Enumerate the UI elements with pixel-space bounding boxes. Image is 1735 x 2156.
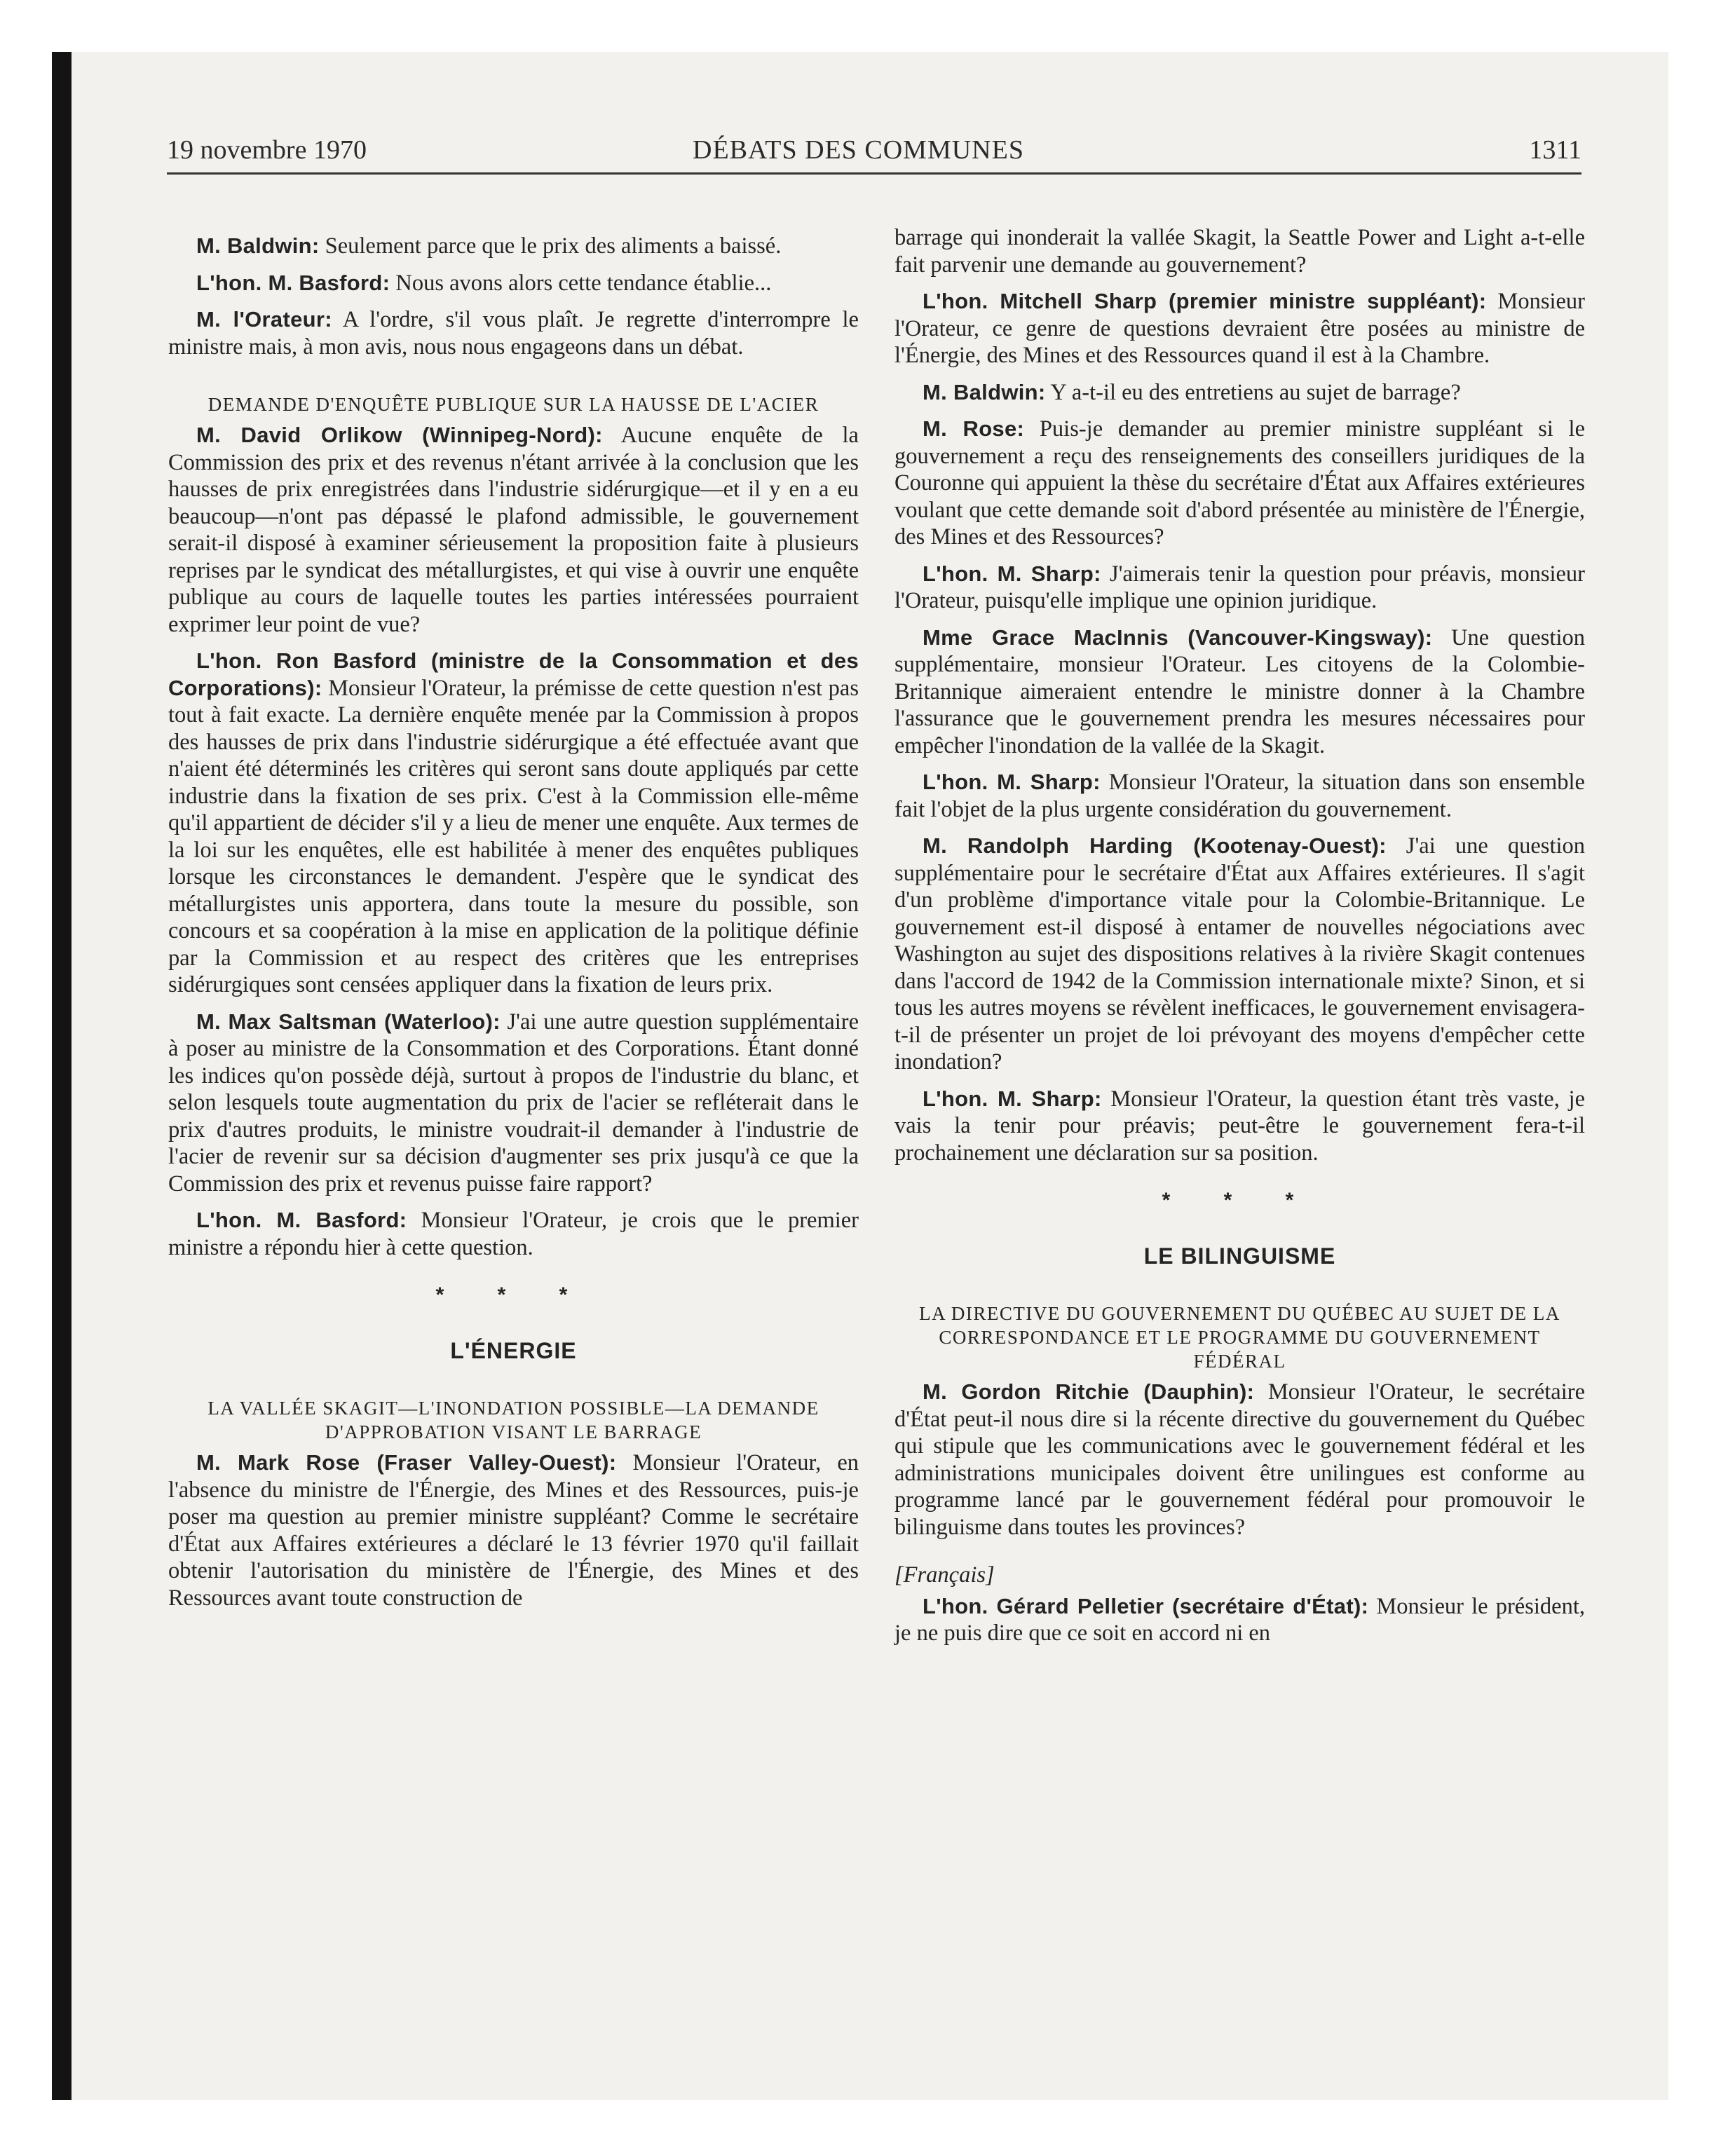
subheading: DEMANDE D'ENQUÊTE PUBLIQUE SUR LA HAUSSE DE L'ACIER bbox=[207, 394, 819, 415]
speech-paragraph bbox=[168, 1449, 859, 1611]
speaker-name: M. Baldwin: bbox=[923, 379, 1046, 404]
speech-paragraph bbox=[168, 1207, 859, 1261]
header-title: DÉBATS DES COMMUNES bbox=[693, 135, 1024, 165]
speaker-name: L'hon. M. Basford: bbox=[196, 270, 390, 295]
speech-paragraph bbox=[894, 416, 1585, 551]
speaker-name: M. Randolph Harding (Kootenay-Ouest): bbox=[923, 833, 1387, 858]
speaker-name: M. Max Saltsman (Waterloo): bbox=[196, 1009, 501, 1034]
subheading: LA DIRECTIVE DU GOUVERNEMENT DU QUÉBEC AU SUJET DE LA CORRESPONDANCE ET LE PROGRAMME DU GOUVERNEMENT FÉDÉRAL bbox=[919, 1303, 1560, 1372]
speech-text: J'ai une autre question supplémentaire à poser au ministre de la Consommation et des Corporations. Étant donné les indices qu'on possède déjà, surtout à propos de l'industrie du blanc, et selon lesquels toute augmentation du prix de l'acier se refléterait dans le prix d'autres produits, le ministre voudrait-il demander à l'industrie de l'acier de revenir sur sa décision d'augmenter ses prix jusqu'à ce que la Commission des prix et revenus puisse faire rapport? bbox=[168, 1009, 859, 1196]
speech-text: Nous avons alors cette tendance établie... bbox=[390, 270, 772, 296]
speech-text: Monsieur l'Orateur, ce genre de questions devraient être posées au ministre de l'Énergie, des Mines et des Ressources quand il est à la Chambre. bbox=[894, 289, 1585, 368]
scan-edge bbox=[52, 52, 72, 2100]
speech-text: Puis-je demander au premier ministre suppléant si le gouvernement a reçu des renseignements des conseillers juridiques de la Couronne qui appuient la thèse du secrétaire d'État aux Affaires extérieures voulant que cette demande soit d'abord présentée au ministère de l'Énergie, des Mines et des Ressources? bbox=[894, 416, 1586, 550]
speech-paragraph bbox=[894, 769, 1585, 823]
section-separator: * * * bbox=[435, 1283, 592, 1306]
speaker-name: M. Rose: bbox=[923, 416, 1025, 441]
speaker-name: M. Gordon Ritchie (Dauphin): bbox=[923, 1379, 1255, 1404]
speech-text: Une question supplémentaire, monsieur l'Orateur. Les citoyens de la Colombie-Britannique aimeraient entendre le ministre donner à la Chambre l'assurance que le gouvernement prendra les mesures nécessaires pour empêcher l'inondation de la vallée de la Skagit. bbox=[894, 625, 1585, 758]
speech-text: Y a-t-il eu des entretiens au sujet de barrage? bbox=[1045, 379, 1461, 405]
continued-paragraph: barrage qui inonderait la vallée Skagit, la Seattle Power and Light a-t-elle fait parvenir une demande au gouvernement? bbox=[894, 225, 1585, 278]
page-header bbox=[167, 135, 1581, 174]
speech-text: Seulement parce que le prix des aliments a baissé. bbox=[319, 233, 782, 259]
speech-paragraph bbox=[168, 422, 859, 638]
speech-text: Monsieur l'Orateur, la prémisse de cette question n'est pas tout à fait exacte. La dernière enquête menée par la Commission à propos des hausses de prix dans l'industrie sidérurgique a été effectuée avant que n'aient été déterminés les critères qui seront sans doute appliqués par cette industrie dans la fixation de ses prix. C'est à la Commission elle-même qu'il appartient de décider s'il y a lieu de mener une enquête. Aux termes de la loi sur les enquêtes, elle est habilitée à mener des enquêtes publiques lorsque les circonstances le demandent. J'espère que le syndicat des métallurgistes unis apportera, dans toute la mesure du possible, son concours et sa coopération à la mise en application de la politique définie par la Commission et au respect des critères que les entreprises sidérurgiques sont censées appliquer dans la fixation de leurs prix. bbox=[168, 675, 859, 997]
header-page-number: 1311 bbox=[1529, 135, 1581, 165]
speech-text: Monsieur l'Orateur, le secrétaire d'État peut-il nous dire si la récente directive du gouvernement du Québec qui stipule que les communications avec le gouvernement fédéral et les administrations municipales doivent être unilingues est conforme au programme lancé par le gouvernement fédéral pour promouvoir le bilinguisme dans toutes les provinces? bbox=[894, 1379, 1585, 1540]
subheading: LA VALLÉE SKAGIT—L'INONDATION POSSIBLE—LA DEMANDE D'APPROBATION VISANT LE BARRAGE bbox=[207, 1398, 819, 1442]
speech-text: J'ai une question supplémentaire pour le secrétaire d'État aux Affaires extérieures. Il s'agit d'un problème d'importance vitale pour la Colombie-Britannique. Le gouvernement est-il disposé à entamer de nouvelles négociations avec Washington au sujet des dispositions relatives à la rivière Skagit contenues dans l'accord de 1942 de la Commission internationale mixte? Sinon, et si tous les autres moyens se révèlent inefficaces, le gouvernement envisagera-t-il de présenter un projet de loi prévoyant des moyens d'empêcher cette inondation? bbox=[894, 833, 1585, 1074]
speech-paragraph bbox=[894, 1379, 1585, 1541]
speech-text: Monsieur l'Orateur, je crois que le premier ministre a répondu hier à cette question. bbox=[168, 1208, 859, 1260]
speaker-name: L'hon. Mitchell Sharp (premier ministre suppléant): bbox=[923, 289, 1487, 313]
speech-paragraph bbox=[894, 833, 1585, 1076]
speaker-name: L'hon. M. Basford: bbox=[196, 1208, 407, 1232]
speech-paragraph bbox=[894, 1086, 1585, 1167]
speech-paragraph bbox=[894, 379, 1585, 407]
speech-text: Monsieur le président, je ne puis dire que ce soit en accord ni en bbox=[894, 1593, 1585, 1646]
speech-paragraph bbox=[894, 288, 1585, 369]
section-heading: L'ÉNERGIE bbox=[450, 1337, 577, 1363]
speaker-name: L'hon. M. Sharp: bbox=[923, 1086, 1102, 1111]
speech-paragraph bbox=[168, 270, 859, 297]
speech-paragraph bbox=[168, 233, 859, 260]
speaker-name: M. l'Orateur: bbox=[196, 307, 332, 332]
speaker-name: L'hon. M. Sharp: bbox=[923, 770, 1101, 794]
speech-paragraph bbox=[168, 306, 859, 360]
left-column bbox=[168, 233, 859, 1621]
speech-text: J'aimerais tenir la question pour préavis, monsieur l'Orateur, puisqu'elle implique une opinion juridique. bbox=[894, 561, 1586, 613]
section-separator: * * * bbox=[1162, 1189, 1318, 1212]
section-heading: LE BILINGUISME bbox=[1143, 1243, 1336, 1269]
speech-paragraph bbox=[894, 561, 1585, 615]
speech-text: A l'ordre, s'il vous plaît. Je regrette d'interrompre le ministre mais, à mon avis, nous nous engageons dans un débat. bbox=[168, 307, 859, 360]
speech-text: Monsieur l'Orateur, en l'absence du ministre de l'Énergie, des Mines et des Ressources, puis-je poser ma question au premier ministre suppléant? Comme le secrétaire d'État aux Affaires extérieures a déclaré le 13 février 1970 qu'il faillait obtenir l'autorisation du ministère de l'Énergie, des Mines et des Ressources avant toute construction de bbox=[168, 1450, 859, 1611]
speech-paragraph bbox=[168, 1009, 859, 1198]
speaker-name: M. Mark Rose (Fraser Valley-Ouest): bbox=[196, 1450, 617, 1475]
speaker-name: L'hon. Gérard Pelletier (secrétaire d'État): bbox=[923, 1593, 1369, 1618]
speech-paragraph bbox=[168, 648, 859, 999]
header-rule bbox=[167, 172, 1581, 175]
right-column bbox=[894, 224, 1585, 1657]
speech-text: Monsieur l'Orateur, la situation dans son ensemble fait l'objet de la plus urgente considération du gouvernement. bbox=[894, 770, 1585, 822]
speech-text: Aucune enquête de la Commission des prix et des revenus n'étant arrivée à la conclusion que les hausses de prix enregistrées dans l'industrie sidérurgique—et il y en a eu beaucoup—n'ont pas dépassé le plafond admissible, le gouvernement serait-il disposé à examiner sérieusement la proposition faite à plusieurs reprises par le syndicat des métallurgistes, et qui vise à ouvrir une enquête publique au cours de laquelle toutes les parties intéressées pourraient exprimer leur point de vue? bbox=[168, 423, 859, 637]
speech-paragraph bbox=[894, 1593, 1585, 1647]
speech-paragraph bbox=[894, 625, 1585, 760]
language-marker: [Français] bbox=[894, 1562, 995, 1588]
speaker-name: L'hon. Ron Basford (ministre de la Consommation et des Corporations): bbox=[168, 648, 859, 700]
speaker-name: Mme Grace MacInnis (Vancouver-Kingsway): bbox=[923, 625, 1433, 650]
speaker-name: M. Baldwin: bbox=[196, 233, 320, 258]
speaker-name: L'hon. M. Sharp: bbox=[923, 561, 1101, 586]
speaker-name: M. David Orlikow (Winnipeg-Nord): bbox=[196, 423, 603, 447]
header-date: 19 novembre 1970 bbox=[167, 135, 367, 165]
speech-text: Monsieur l'Orateur, la question étant très vaste, je vais la tenir pour préavis; peut-être le gouvernement fera-t-il prochainement une déclaration sur sa position. bbox=[894, 1086, 1585, 1166]
